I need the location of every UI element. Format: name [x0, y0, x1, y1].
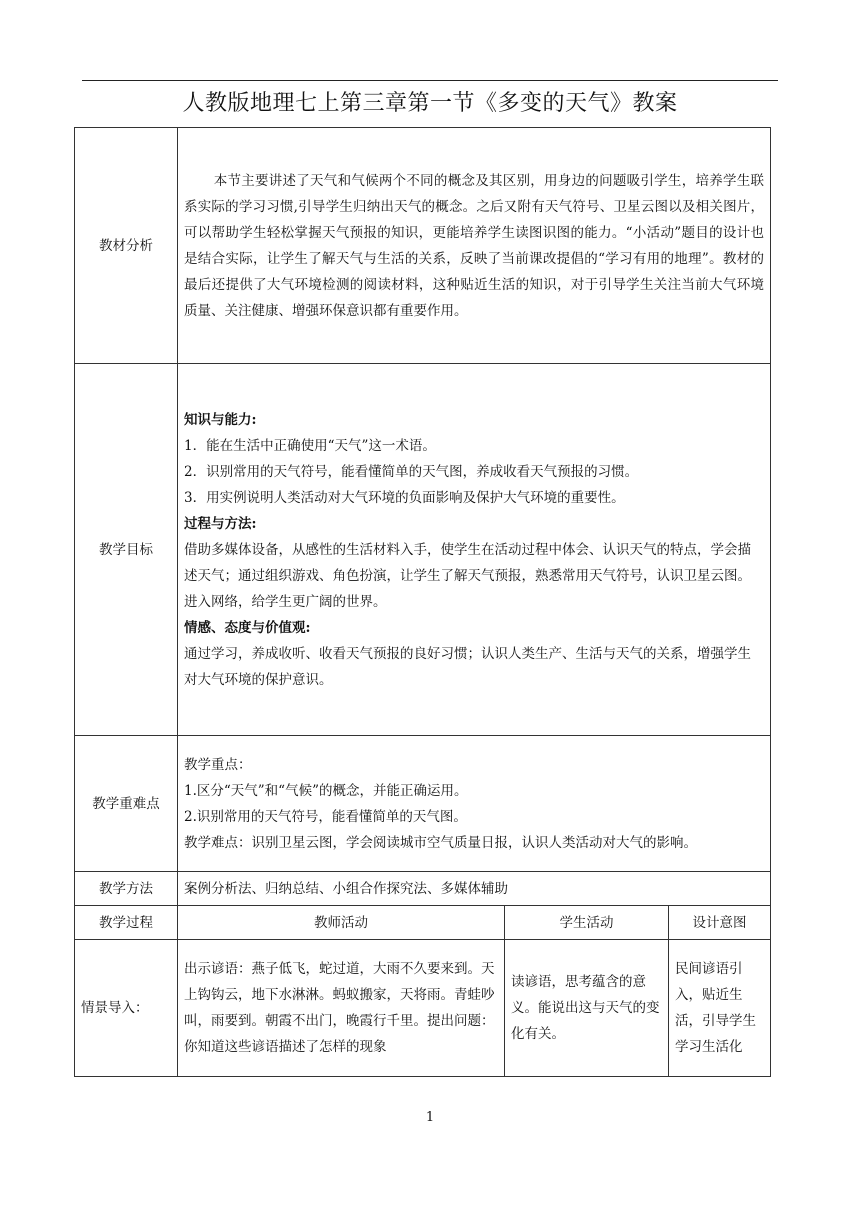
row-process-header [75, 906, 771, 940]
method-text: 案例分析法、归纳总结、小组合作探究法、多媒体辅助 [178, 872, 771, 906]
focus-item: 2.识别常用的天气符号，能看懂简单的天气图。 [184, 808, 467, 825]
analysis-label: 教材分析 [75, 128, 178, 364]
analysis-text: 本节主要讲述了天气和气候两个不同的概念及其区别，用身边的问题吸引学生，培养学生联系实际的学习习惯,引导学生归纳出天气的概念。之后又附有天气符号、卫星云图以及相关图片，可以帮助学生轻松掌握天气预报的知识，更能培养学生读图识图的能力。“小活动”题目的设计也是结合实际，让学生了解天气与生活的关系，反映了当前课改提倡的“学习有用的地理”。教材的最后还提供了大气环境检测的阅读材料，这种贴近生活的知识，对于引导学生关注当前大气环境质量、关注健康、增强环保意识都有重要作用。 [184, 172, 765, 319]
row-intro [75, 940, 771, 1077]
focus-heading: 教学重点： [184, 756, 252, 773]
process-col-intent: 设计意图 [669, 906, 771, 940]
goals-content [178, 364, 771, 736]
row-method [75, 872, 771, 906]
row-keypoints [75, 736, 771, 872]
process-heading: 过程与方法: [184, 515, 257, 532]
focus-item: 1.区分“天气”和“气候”的概念，并能正确运用。 [184, 782, 468, 799]
keypoints-label: 教学重难点 [75, 736, 178, 872]
row-analysis [75, 128, 771, 364]
page-number: 1 [425, 1110, 435, 1125]
knowledge-item: 1．能在生活中正确使用“天气”这一术语。 [184, 437, 436, 454]
goals-label: 教学目标 [75, 364, 178, 736]
intro-stage: 情景导入： [75, 940, 178, 1077]
knowledge-heading: 知识与能力: [184, 411, 257, 428]
emotion-text: 通过学习，养成收听、收看天气预报的良好习惯；认识人类生产、生活与天气的关系，增强学生对大气环境的保护意识。 [184, 645, 751, 688]
document-title: 人教版地理七上第三章第一节《多变的天气》教案 [182, 91, 678, 116]
emotion-heading: 情感、态度与价值观: [184, 619, 311, 636]
row-goals [75, 364, 771, 736]
knowledge-item: 3．用实例说明人类活动对大气环境的负面影响及保护大气环境的重要性。 [184, 489, 625, 506]
intro-intent: 民间谚语引入，贴近生活，引导学生学习生活化 [669, 940, 771, 1077]
analysis-content [178, 128, 771, 364]
process-text: 借助多媒体设备，从感性的生活材料入手，使学生在活动过程中体会、认识天气的特点，学会描述天气；通过组织游戏、角色扮演，让学生了解天气预报，熟悉常用天气符号，认识卫星云图。进入网络，给学生更广阔的世界。 [184, 541, 751, 610]
intro-teacher: 出示谚语：燕子低飞，蛇过道，大雨不久要来到。天上钩钩云，地下水淋淋。蚂蚁搬家，天将雨。青蛙吵叫，雨要到。朝霞不出门，晚霞行千里。提出问题：你知道这些谚语描述了怎样的现象 [178, 940, 505, 1077]
process-col-student: 学生活动 [505, 906, 669, 940]
method-label: 教学方法 [75, 872, 178, 906]
process-col-stage: 教学过程 [75, 906, 178, 940]
process-col-teacher: 教师活动 [178, 906, 505, 940]
header-rule [82, 80, 778, 81]
difficulty-text: 教学难点：识别卫星云图，学会阅读城市空气质量日报，认识人类活动对大气的影响。 [184, 834, 697, 851]
lesson-plan-table [74, 127, 771, 1077]
keypoints-content [178, 736, 771, 872]
knowledge-item: 2．识别常用的天气符号，能看懂简单的天气图，养成收看天气预报的习惯。 [184, 463, 639, 480]
intro-student: 读谚语，思考蕴含的意义。能说出这与天气的变化有关。 [505, 940, 669, 1077]
